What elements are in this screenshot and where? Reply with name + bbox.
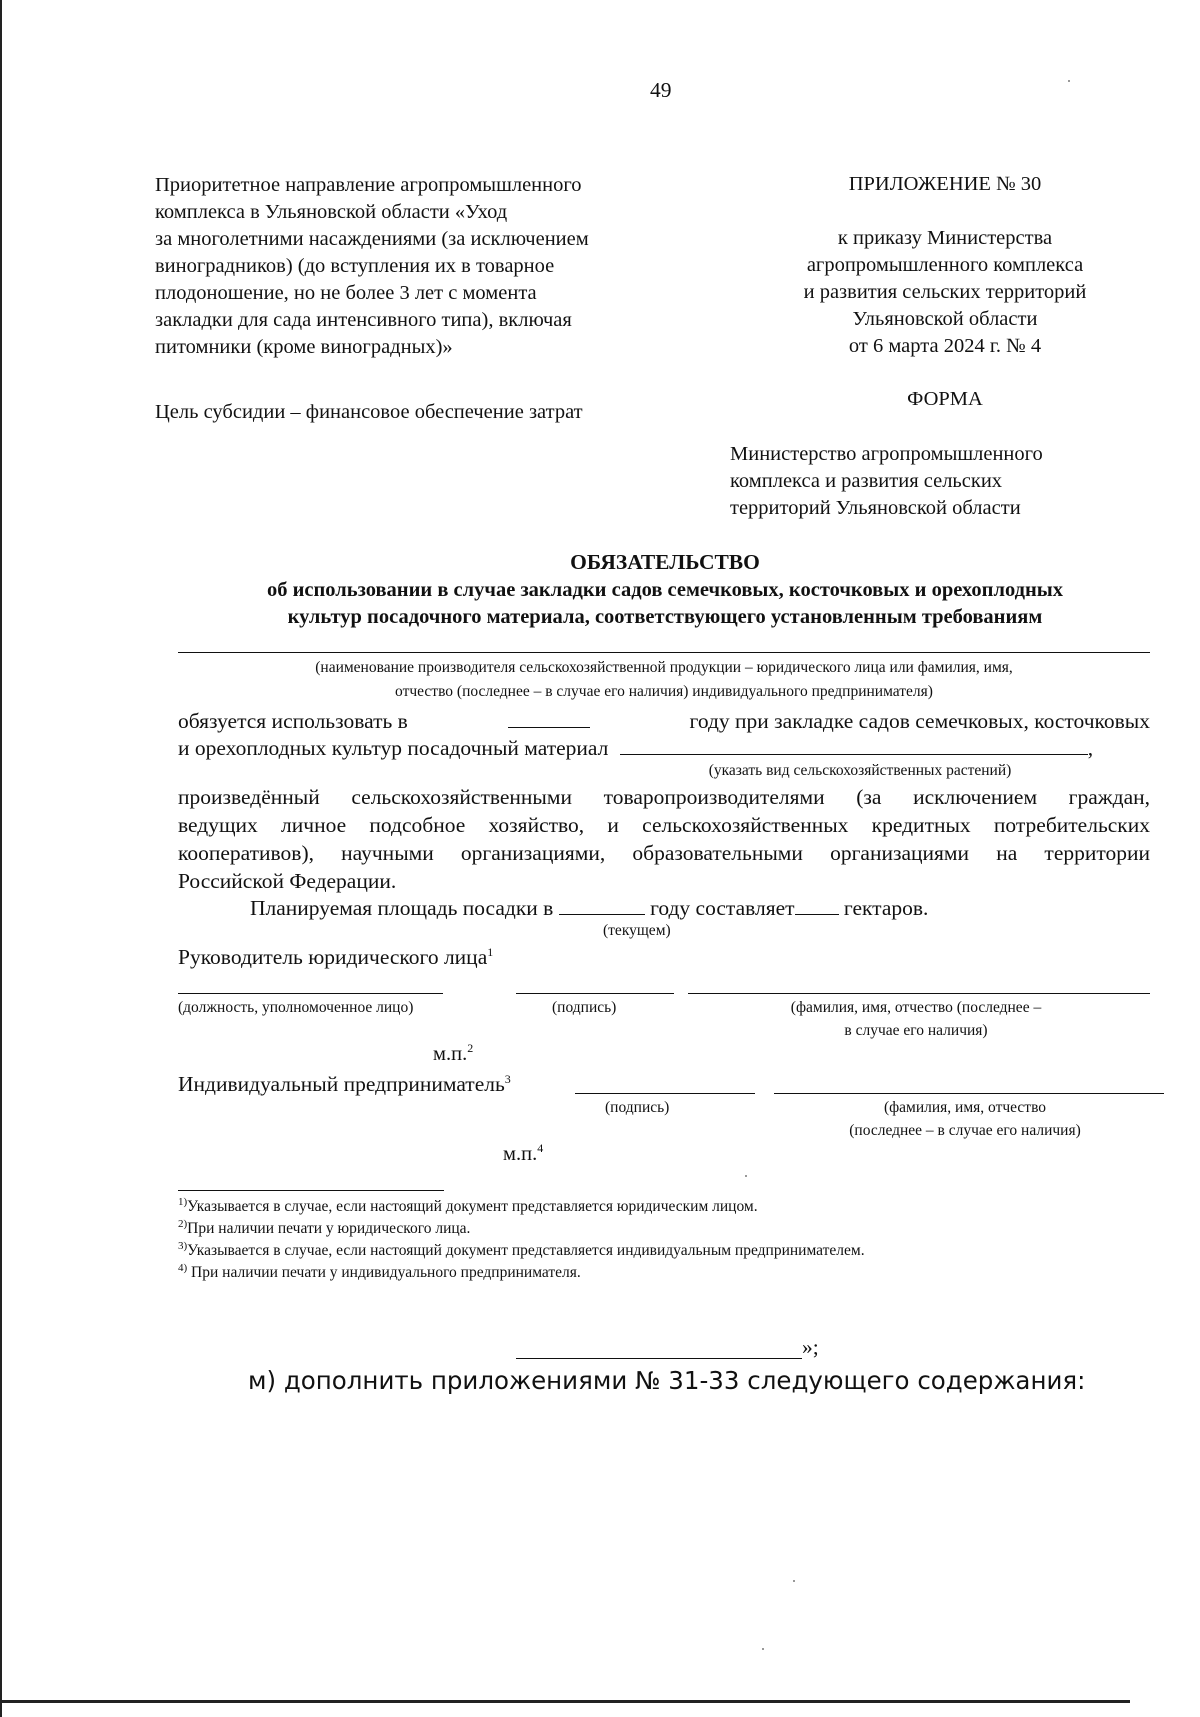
form-label: ФОРМА: [907, 388, 983, 410]
entrepreneur-label: [178, 1070, 511, 1098]
order-line: и развития сельских территорий: [803, 281, 1087, 303]
scan-bottom-border: [0, 1700, 1130, 1703]
plant-type-blank[interactable]: [620, 734, 1088, 755]
producer-paragraph: [178, 783, 1150, 895]
footnote-text: Указывается в случае, если настоящий документ представляется индивидуальным предпринимателем.: [187, 1242, 865, 1259]
legal-head-label: [178, 943, 493, 971]
document-subtitle-line2: культур посадочного материала, соответствующего установленным требованиям: [287, 606, 1043, 628]
footnote-item: [178, 1240, 1158, 1262]
commitment-line: [178, 707, 1150, 735]
footnote-item: [178, 1262, 1158, 1284]
signature-line[interactable]: [516, 993, 674, 994]
scan-speck: [793, 1580, 795, 1582]
stamp-text: м.п.: [433, 1043, 468, 1065]
direction-line: комплекса в Ульяновской области «Уход: [155, 201, 508, 223]
commitment-text-a: обязуется использовать в: [178, 709, 408, 733]
stamp-place-entrepreneur: [503, 1141, 543, 1168]
footnote-item: [178, 1196, 1158, 1218]
ip-fio-line[interactable]: [774, 1093, 1164, 1094]
commitment-text-c: и орехоплодных культур посадочный материал: [178, 736, 609, 760]
fio-line[interactable]: [688, 993, 1150, 994]
producer-name-line[interactable]: [178, 652, 1150, 653]
appendix-number: ПРИЛОЖЕНИЕ № 30: [848, 173, 1042, 195]
order-line: Ульяновской области: [852, 308, 1038, 330]
ip-signature-hint: (подпись): [605, 1099, 670, 1116]
footnote-item: [178, 1218, 1158, 1240]
direction-line: виноградников) (до вступления их в товарное: [155, 255, 555, 277]
year-blank[interactable]: [508, 707, 590, 728]
plant-type-hint: (указать вид сельскохозяйственных растений): [708, 762, 1012, 779]
entrepreneur-text: Индивидуальный предприниматель: [178, 1072, 505, 1096]
commitment-comma: ,: [1087, 736, 1094, 760]
addressee-line: территорий Ульяновской области: [730, 497, 1021, 519]
direction-line: закладки для сада интенсивного типа), включая: [155, 309, 572, 331]
commitment-text-b: году при закладке садов семечковых, косточковых: [689, 709, 1150, 733]
footnote-separator: [178, 1190, 444, 1191]
footnotes: [178, 1196, 1158, 1284]
scan-speck: [1068, 80, 1070, 82]
current-year-blank[interactable]: [559, 894, 645, 915]
paragraph-line: ведущих личное подсобное хозяйство, и сельскохозяйственных кредитных потребительских: [178, 813, 1150, 837]
fio-hint-line2: в случае его наличия): [844, 1022, 988, 1039]
footnote-text: При наличии печати у юридического лица.: [187, 1220, 471, 1237]
footnote-text: Указывается в случае, если настоящий документ представляется юридическим лицом.: [187, 1198, 758, 1215]
amendment-text: м) дополнить приложениями № 31-33 следующего содержания:: [248, 1366, 1086, 1395]
addressee-line: Министерство агропромышленного: [730, 443, 1043, 465]
addressee: [730, 441, 1150, 522]
footnote-ref-4: 4: [537, 1141, 544, 1156]
direction-line: за многолетними насаждениями (за исключением: [155, 228, 589, 250]
footnote-mark: 2): [178, 1217, 188, 1230]
planned-area-line: [250, 894, 1150, 922]
position-line[interactable]: [178, 993, 443, 994]
stamp-text: м.п.: [503, 1143, 538, 1165]
area-text-c: гектаров.: [843, 896, 929, 920]
current-year-hint: (текущем): [603, 922, 671, 939]
fio-hint-line1: (фамилия, имя, отчество (последнее –: [790, 999, 1042, 1016]
footnote-text: При наличии печати у индивидуального предпринимателя.: [187, 1264, 581, 1281]
producer-hint-line2: отчество (последнее – в случае его наличия) индивидуального предпринимателя): [395, 683, 933, 700]
order-line: к приказу Министерства: [837, 227, 1053, 249]
stamp-place-legal: [433, 1041, 473, 1068]
order-line: от 6 марта 2024 г. № 4: [848, 335, 1042, 357]
ip-fio-hint-line1: (фамилия, имя, отчество: [883, 1099, 1047, 1116]
scan-speck: [762, 1648, 764, 1650]
footnote-mark: 4): [178, 1261, 188, 1274]
ip-signature-line[interactable]: [575, 1093, 755, 1094]
closing-quote: »;: [802, 1335, 819, 1359]
page-number: 49: [650, 78, 672, 102]
signature-hint: (подпись): [552, 999, 617, 1016]
producer-hint-line1: (наименование производителя сельскохозяйственной продукции – юридического лица или фамилия, имя,: [315, 659, 1013, 676]
paragraph-line: Российской Федерации.: [178, 869, 397, 893]
scan-speck: [745, 1175, 747, 1177]
subsidy-purpose: Цель субсидии – финансовое обеспечение затрат: [155, 401, 583, 423]
footnote-ref-2: 2: [467, 1041, 474, 1056]
paragraph-line: произведённый сельскохозяйственными товаропроизводителями (за исключением граждан,: [178, 785, 1150, 809]
ip-fio-hint-line2: (последнее – в случае его наличия): [849, 1122, 1081, 1139]
footnote-ref-3: 3: [504, 1071, 511, 1086]
direction-line: Приоритетное направление агропромышленного: [155, 174, 582, 196]
footnote-mark: 3): [178, 1239, 188, 1252]
area-text-a: Планируемая площадь посадки в: [250, 896, 554, 920]
material-line: [178, 734, 1150, 762]
scan-left-border: [0, 0, 2, 1717]
document-subtitle-line1: об использовании в случае закладки садов семечковых, косточковых и орехоплодных: [266, 579, 1064, 601]
document-title: ОБЯЗАТЕЛЬСТВО: [570, 550, 760, 574]
order-reference: [740, 225, 1150, 360]
position-hint: (должность, уполномоченное лицо): [178, 999, 414, 1016]
paragraph-line: кооперативов), научными организациями, образовательными организациями на территории: [178, 841, 1150, 865]
footnote-mark: 1): [178, 1195, 188, 1208]
legal-head-text: Руководитель юридического лица: [178, 945, 488, 969]
direction-line: плодоношение, но не более 3 лет с момента: [155, 282, 537, 304]
area-text-b: году составляет: [650, 896, 795, 920]
footnote-ref-1: 1: [487, 944, 494, 959]
direction-line: питомники (кроме виноградных)»: [155, 336, 453, 358]
hectares-blank[interactable]: [795, 894, 839, 915]
closing-line: [516, 1358, 802, 1359]
subsidy-direction: [155, 172, 695, 361]
addressee-line: комплекса и развития сельских: [730, 470, 1003, 492]
order-line: агропромышленного комплекса: [806, 254, 1084, 276]
